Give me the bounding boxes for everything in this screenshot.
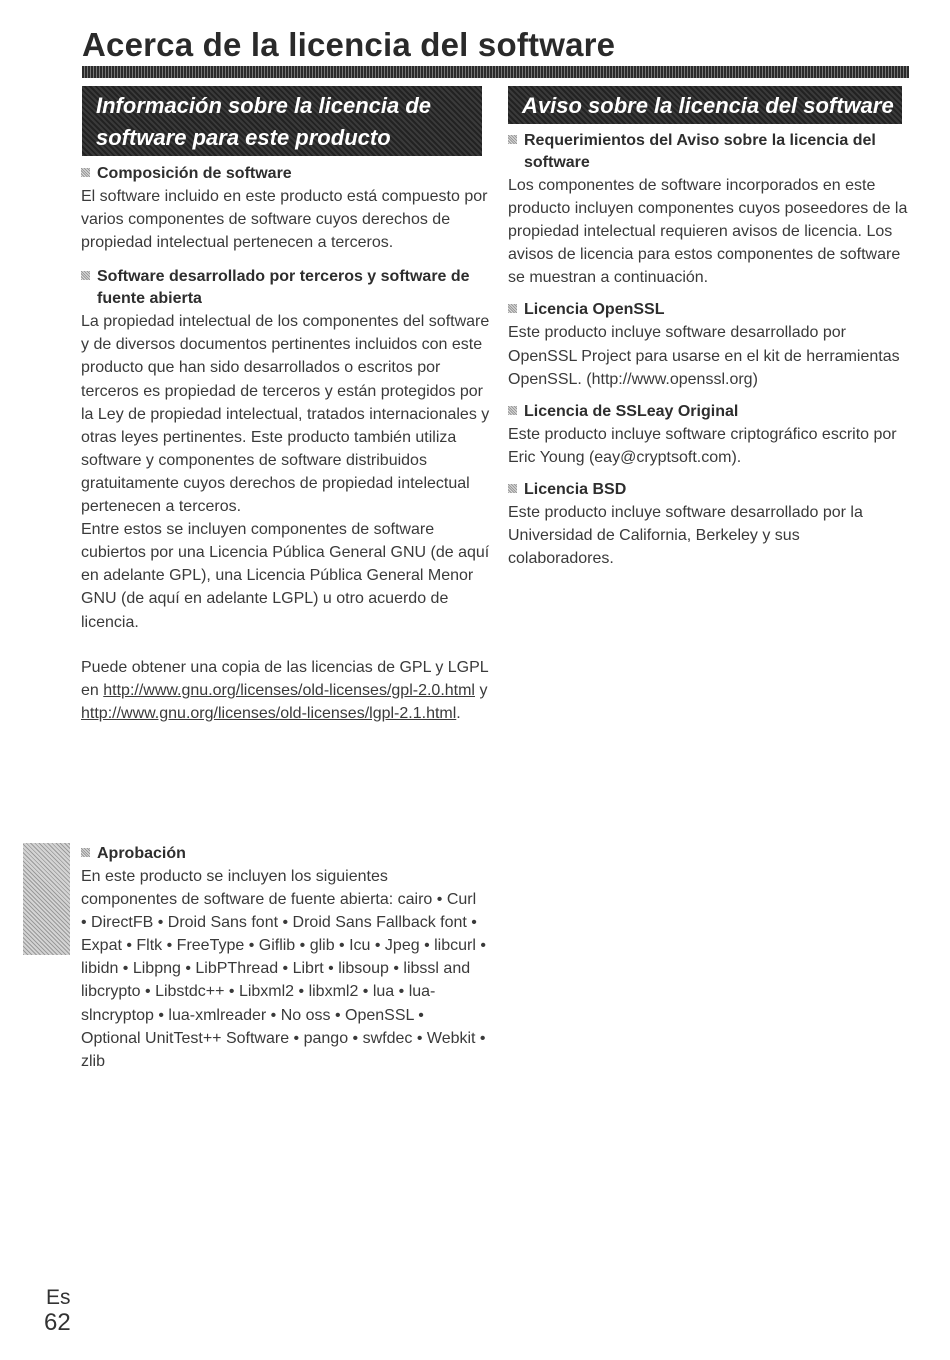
section-heading-requirements: Requerimientos del Aviso sobre la licencia del software [508,130,908,174]
openssl-text: Este producto incluye software desarrollado por OpenSSL Project para usarse en el kit de herramientas OpenSSL. (http://www.openssl.org) [508,324,900,388]
section-heading-third-party: Software desarrollado por terceros y software de fuente abierta [81,266,491,310]
section-heading-composition: Composición de software [81,163,491,185]
page-number: 62 [44,1309,71,1336]
square-bullet-icon [508,406,517,415]
license-copy-text: Puede obtener una copia de las licencias de GPL y LGPL en http://www.gnu.org/licenses/old-licenses/gpl-2.0.html y http://www.gnu.org/licenses/old-licenses/lgpl-2.1.html. [81,658,489,722]
square-bullet-icon [81,168,90,177]
approval-text: En este producto se incluyen los siguientes componentes de software de fuente abierta: cairo • Curl • DirectFB • Droid Sans font • Droid Sans Fallback font • Expat • Fltk • FreeType • Giflib • glib • Icu • Jpeg • libcurl • libidn • Libpng • LibPThread • Librt • libsoup • libssl and libcrypto • Libstdc++ • Libxml2 • libxml2 • lua • lua-slncryptop • lua-xmlreader • No oss • OpenSSL • Optional UnitTest++ Software • pango • swfdec • Webkit • zlib [81,868,486,1070]
third-party-text: La propiedad intelectual de los componentes del software y de diversos documentos pertinentes incluidos con este producto que han sido desarrollados o escritos por terceros es propiedad de terceros y están protegidos por la Ley de propiedad intelectual, tratados internacionales y otras leyes pertinentes. Este producto también utiliza software y componentes de software distribuidos gratuitamente cuyos derechos de propiedad intelectual pertenecen a terceros. [81,313,490,516]
square-bullet-icon [508,304,517,313]
left-column [81,163,491,725]
right-column [508,130,908,570]
square-bullet-icon [508,135,517,144]
title-rule [82,66,909,78]
gpl-text: Entre estos se incluyen componentes de software cubiertos por una Licencia Pública General GNU (de aquí en adelante GPL), una Licencia Pública General Menor GNU (de aquí en adelante LGPL) u otro acuerdo de licencia. [81,521,490,631]
side-tab-marker [23,843,70,955]
gpl-link[interactable]: http://www.gnu.org/licenses/old-licenses/gpl-2.0.html [103,681,475,699]
square-bullet-icon [508,484,517,493]
banner-line-1: Información sobre la licencia de [96,93,431,118]
banner-line-2: software para este producto [96,125,391,150]
page-title: Acerca de la licencia del software [82,26,616,63]
ssleay-text: Este producto incluye software criptográfico escrito por Eric Young (eay@cryptsoft.com). [508,425,897,466]
requirements-text: Los componentes de software incorporados en este producto incluyen componentes cuyos poseedores de la propiedad intelectual requieren avisos de licencia. Los avisos de licencia para estos componentes de software se muestran a continuación. [508,177,908,287]
section-heading-openssl: Licencia OpenSSL [508,299,908,321]
banner-license-notice: Aviso sobre la licencia del software [508,86,902,124]
section-heading-approval: Aprobación [81,843,486,865]
language-label: Es [46,1286,71,1309]
lgpl-link[interactable]: http://www.gnu.org/licenses/old-licenses/lgpl-2.1.html [81,704,457,722]
bsd-text: Este producto incluye software desarrollado por la Universidad de California, Berkeley y sus colaboradores. [508,503,863,568]
square-bullet-icon [81,271,90,280]
composition-text: El software incluido en este producto está compuesto por varios componentes de software cuyos derechos de propiedad intelectual pertenecen a terceros. [81,188,488,252]
square-bullet-icon [81,848,90,857]
section-heading-ssleay: Licencia de SSLeay Original [508,401,908,423]
approval-section [81,843,486,1073]
section-heading-bsd: Licencia BSD [508,479,908,501]
banner-license-info [82,86,482,156]
